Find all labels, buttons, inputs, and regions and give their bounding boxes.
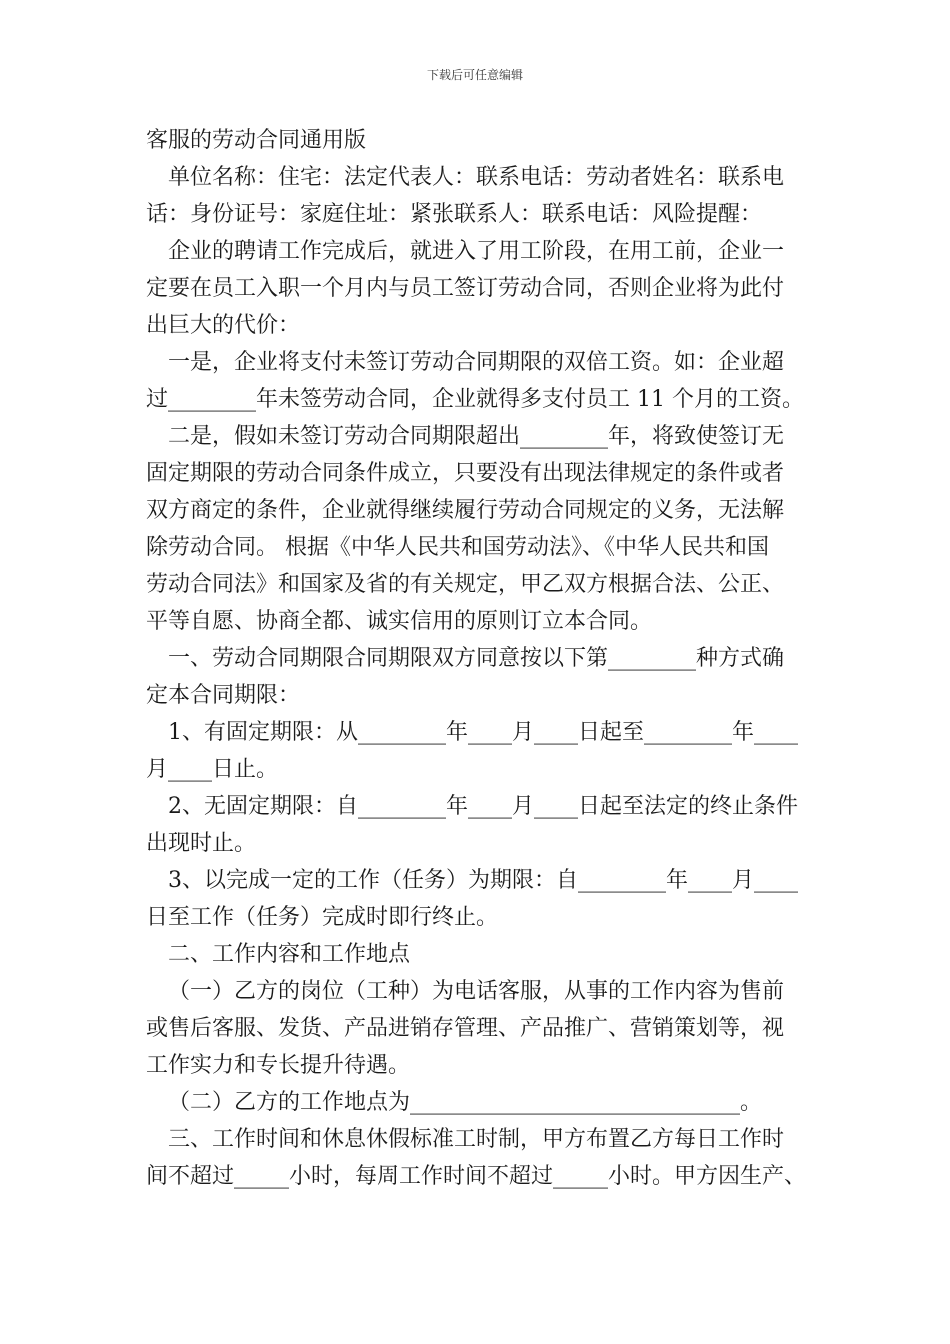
text-line: 日至工作（任务）完成时即行终止。 [146, 905, 499, 930]
text-line: 企业的聘请工作完成后，就进入了用工阶段，在用工前，企业一 [168, 239, 785, 264]
text-line: 出现时止。 [146, 831, 257, 856]
header-note: 下载后可任意编辑 [426, 68, 523, 82]
text-line: 劳动合同法》和国家及省的有关规定，甲乙双方根据合法、公正、 [146, 572, 785, 597]
text-line: 月____日止。 [146, 757, 279, 782]
text-line: 单位名称：住宅：法定代表人：联系电话：劳动者姓名：联系电 [168, 165, 785, 190]
text-line: 过________年未签劳动合同，企业就得多支付员工 11 个月的工资。 [146, 387, 804, 412]
text-line: （一）乙方的岗位（工种）为电话客服，从事的工作内容为售前 [168, 979, 785, 1004]
text-line: 间不超过_____小时，每周工作时间不超过_____小时。甲方因生产、 [146, 1164, 807, 1189]
text-line: 双方商定的条件，企业就得继续履行劳动合同规定的义务，无法解 [146, 498, 785, 523]
text-line: 工作实力和专长提升待遇。 [146, 1053, 411, 1078]
text-line: 二是，假如未签订劳动合同期限超出________年，将致使签订无 [168, 424, 785, 449]
text-line: （二）乙方的工作地点为______________________________。 [168, 1090, 763, 1115]
text-line: 一是，企业将支付未签订劳动合同期限的双倍工资。如：企业超 [168, 350, 785, 375]
text-line: 除劳动合同。 根据《中华人民共和国劳动法》、《中华人民共和国 [146, 535, 769, 560]
text-line: 平等自愿、协商全都、诚实信用的原则订立本合同。 [146, 609, 653, 634]
document-body [146, 122, 826, 1195]
text-line: 或售后客服、发货、产品进销存管理、产品推广、营销策划等，视 [146, 1016, 785, 1041]
text-line: 3、以完成一定的工作（任务）为期限：自________年____月____ [168, 868, 798, 893]
text-line: 二、工作内容和工作地点 [168, 942, 411, 967]
text-line: 话：身份证号：家庭住址：紧张联系人：联系电话：风险提醒： [146, 202, 763, 227]
text-line: 出巨大的代价： [146, 313, 301, 338]
document-title: 客服的劳动合同通用版 [146, 128, 367, 153]
text-line: 定要在员工入职一个月内与员工签订劳动合同，否则企业将为此付 [146, 276, 785, 301]
document-lines [146, 159, 826, 1195]
text-line: 1、有固定期限：从________年____月____日起至________年____ [168, 720, 798, 745]
text-line: 定本合同期限： [146, 683, 301, 708]
text-line: 固定期限的劳动合同条件成立，只要没有出现法律规定的条件或者 [146, 461, 785, 486]
text-line: 三、工作时间和休息休假标准工时制，甲方布置乙方每日工作时 [168, 1127, 785, 1152]
text-line: 一、劳动合同期限合同期限双方同意按以下第________种方式确 [168, 646, 785, 671]
text-line: 2、无固定期限：自________年____月____日起至法定的终止条件 [168, 794, 798, 819]
